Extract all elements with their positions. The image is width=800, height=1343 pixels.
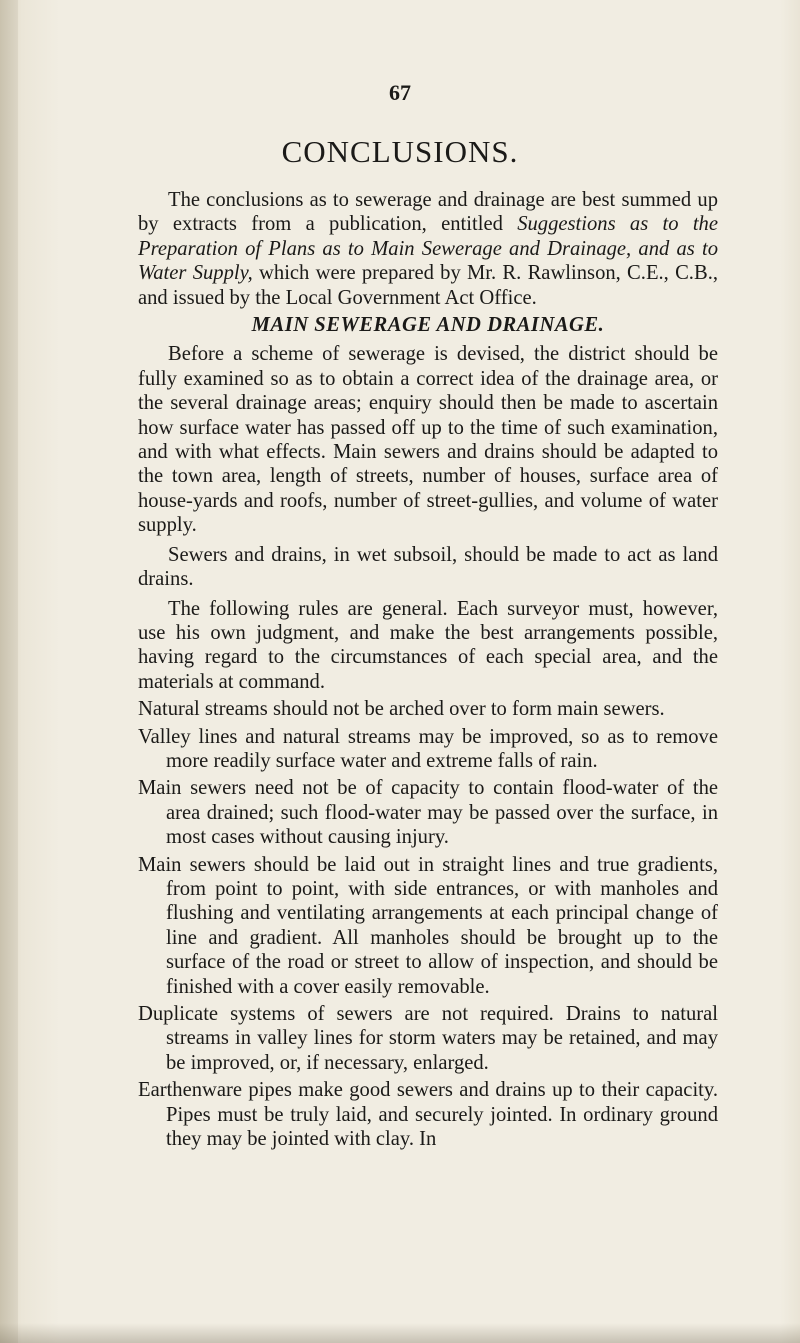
rule-item: Natural streams should not be arched over to form main sewers.	[138, 698, 665, 721]
rule-item: Main sewers should be laid out in straight lines and true gradients, from point to point, with side entrances, or with manholes and flushing and ventilating arrangements at each principal change of line and gradient. All manholes should be brought up to the surface of the road or street to allow of inspection, and should be finished with a cover easily removable.	[138, 853, 718, 998]
page-title: CONCLUSIONS.	[281, 134, 519, 169]
page-number: 67	[389, 80, 411, 105]
page-bottom-edge	[0, 1323, 800, 1343]
rule-item: Valley lines and natural streams may be improved, so as to remove more readily surface water and extreme falls of rain.	[138, 725, 718, 772]
paragraph: Before a scheme of sewerage is devised, the district should be fully examined so as to obtain a correct idea of the drainage area, or the several drainage areas; enquiry should then be made to ascertain how surface water has passed off up to the time of such examination, and with what effects. Main sewers and drains should be adapted to the town area, length of streets, number of houses, surface area of house-yards and roofs, number of street-gullies, and volume of water supply.	[138, 343, 718, 537]
section-heading: MAIN SEWERAGE AND DRAINAGE.	[251, 314, 605, 337]
paragraph: Sewers and drains, in wet subsoil, should be made to act as land drains.	[138, 543, 718, 591]
body-text	[138, 188, 718, 1151]
rule-item: Main sewers need not be of capacity to contain flood-water of the area drained; such flood-water may be passed over the surface, in most cases without causing injury.	[138, 777, 718, 849]
intro-paragraph	[138, 188, 718, 310]
publication-title: Suggestions as to the Preparation of Plans as to Main Sewerage and Drainage, and as to Water Supply,	[138, 213, 718, 285]
intro-text-before: The conclusions as to sewerage and drainage are best summed up by extracts from a publication, entitled	[138, 189, 718, 236]
page-binding-shadow	[0, 0, 18, 1343]
rule-item: Earthenware pipes make good sewers and drains up to their capacity. Pipes must be truly laid, and securely jointed. In ordinary ground they may be jointed with clay. In	[138, 1079, 718, 1151]
rule-item: Duplicate systems of sewers are not required. Drains to natural streams in valley lines for storm waters may be retained, and may be improved, or, if necessary, enlarged.	[138, 1003, 718, 1074]
paragraph: The following rules are general. Each surveyor must, however, use his own judgment, and make the best arrangements possible, having regard to the circumstances of each special area, and the materials at command.	[138, 597, 718, 693]
intro-text-after: which were prepared by Mr. R. Rawlinson, C.E., C.B., and issued by the Local Government Act Office.	[138, 262, 718, 309]
